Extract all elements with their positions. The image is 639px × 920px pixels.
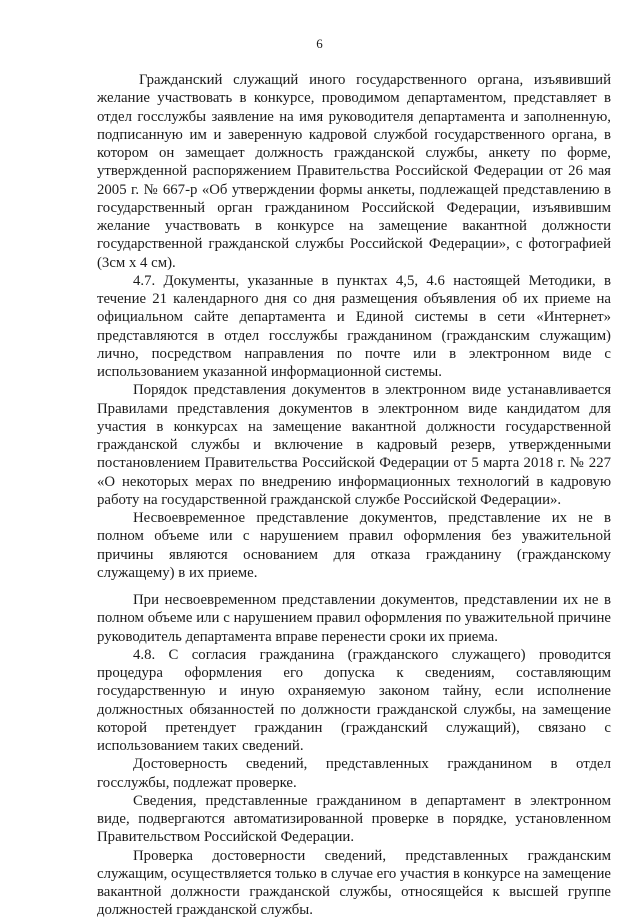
document-body — [97, 71, 611, 920]
paragraph-deadline-extension: При несвоевременном представлении документов, представлении их не в полном объеме или с нарушением правил оформления по уважительной причине руководитель департамента вправе перенести сроки их приема. — [97, 592, 611, 645]
page-number: 6 — [316, 36, 323, 51]
paragraph-reliability-check: Достоверность сведений, представленных гражданином в отдел госслужбы, подлежат проверке. — [97, 756, 611, 791]
paragraph-verification-scope: Проверка достоверности сведений, представленных гражданским служащим, осуществляется только в случае его участия в конкурсе на замещение вакантной должности гражданской службы, относящейся к высшей группе должностей гражданской службы. — [97, 847, 612, 919]
paragraph-4-7-document-submission: 4.7. Документы, указанные в пунктах 4,5, 4.6 настоящей Методики, в течение 21 календарного дня со дня размещения объявления об их приеме на официальном сайте департамента и Единой системы в сети «Интернет» представляются в отдел госслужбы гражданином (гражданским служащим) лично, посредством направления по почте или в электронном виде с использованием указанной информационной системы. — [97, 272, 611, 380]
paragraph-4-8-secret-access: 4.8. С согласия гражданина (гражданского служащего) проводится процедура оформления его допуска к сведениям, составляющим государственную и иную охраняемую законом тайну, если исполнение должностных обязанностей по должности гражданской службы, на замещение которой претендует гражданин (гражданский служащий), связано с использованием таких сведений. — [97, 646, 611, 754]
paragraph-untimely-submission-refusal: Несвоевременное представление документов, представление их не в полном объеме или с нарушением правил оформления без уважительной причины являются основанием для отказа гражданину (гражданскому служащему) в их приеме. — [97, 510, 611, 581]
paragraph-civil-servant-application: Гражданский служащий иного государственного органа, изъявивший желание участвовать в конкурсе, проводимом департаментом, представляет в отдел госслужбы заявление на имя руководителя департамента и заполненную, подписанную им и заверенную кадровой службой государственного органа, в котором он замещает должность гражданской службы, анкету по форме, утвержденной распоряжением Правительства Российской Федерации от 26 мая 2005 г. № 667-р «Об утверждении формы анкеты, подлежащей представлению в государственный орган гражданином Российской Федерации, изъявившим желание участвовать в конкурсе на замещение вакантной должности государственной гражданской службы Российской Федерации», с фотографией (3см х 4 см). — [97, 72, 611, 271]
paragraph-electronic-submission-order: Порядок представления документов в электронном виде устанавливается Правилами представления документов в электронном виде кандидатом для участия в конкурсах на замещение вакантной должности государственной гражданской службы и включение в кадровый резерв, утвержденными постановлением Правительства Российской Федерации от 5 марта 2018 г. № 227 «О некоторых мерах по внедрению информационных технологий в кадровую работу на государственной гражданской службе Российской Федерации». — [97, 382, 611, 508]
paragraph-automated-verification: Сведения, представленные гражданином в департамент в электронном виде, подвергаются автоматизированной проверке в порядке, установленном Правительством Российской Федерации. — [97, 792, 611, 846]
